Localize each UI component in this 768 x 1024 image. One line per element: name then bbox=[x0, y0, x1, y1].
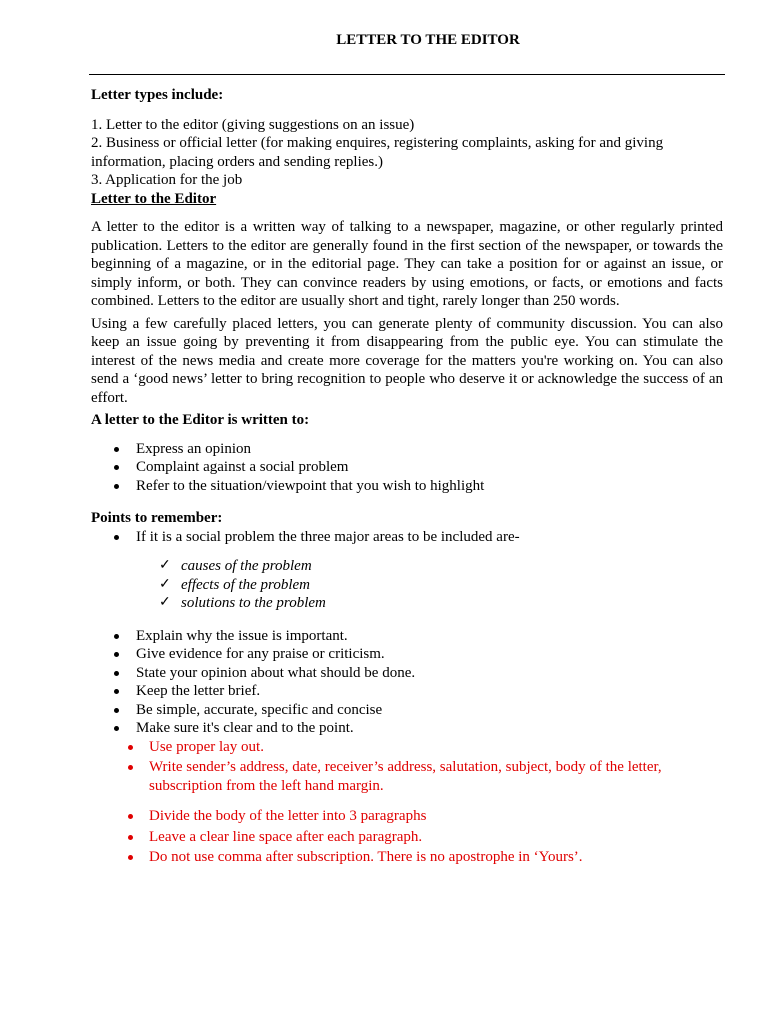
list-item: Divide the body of the letter into 3 paragraphs bbox=[91, 807, 723, 826]
list-item: Give evidence for any praise or criticism. bbox=[91, 645, 723, 664]
list-item: Keep the letter brief. bbox=[91, 682, 723, 701]
list-item: Be simple, accurate, specific and concise bbox=[91, 701, 723, 720]
letter-type-item: 2. Business or official letter (for making enquires, registering complaints, asking for and giving information, placing orders and sending replies.) bbox=[91, 135, 664, 170]
layout-rules-list bbox=[91, 738, 723, 796]
list-item: Use proper lay out. bbox=[91, 738, 723, 757]
points-heading: Points to remember: bbox=[91, 510, 223, 526]
list-item: If it is a social problem the three major areas to be included are- bbox=[91, 528, 723, 547]
page-title: LETTER TO THE EDITOR bbox=[336, 32, 520, 48]
list-item: Do not use comma after subscription. There is no apostrophe in ‘Yours’. bbox=[91, 848, 723, 867]
purpose-list bbox=[91, 440, 723, 496]
letter-type-item: 1. Letter to the editor (giving suggestions on an issue) bbox=[91, 116, 415, 133]
list-item: Leave a clear line space after each paragraph. bbox=[91, 828, 723, 847]
paragraph-rules-list bbox=[91, 807, 723, 867]
list-item: Refer to the situation/viewpoint that you wish to highlight bbox=[91, 477, 723, 496]
usage-paragraph: Using a few carefully placed letters, you can generate plenty of community discussion. You can also keep an issue going by preventing it from disappearing from the public eye. You can stimulate the interest of the news media and create more coverage for the matters you're working on. You can also send a ‘good news’ letter to bring recognition to people who deserve it or acknowledge the success of an effort. bbox=[91, 315, 723, 406]
document-body bbox=[91, 86, 723, 867]
list-item: Complaint against a social problem bbox=[91, 458, 723, 477]
letter-types-heading: Letter types include: bbox=[91, 87, 224, 103]
list-item: State your opinion about what should be done. bbox=[91, 664, 723, 683]
checkmark-icon: ✓ bbox=[159, 595, 171, 610]
check-item: ✓ solutions to the problem bbox=[159, 595, 326, 611]
checkmark-icon: ✓ bbox=[159, 558, 171, 573]
check-item: ✓ causes of the problem bbox=[159, 558, 312, 574]
list-item: Write sender’s address, date, receiver’s address, salutation, subject, body of the letter, subscription from the left hand margin. bbox=[91, 758, 723, 795]
check-item: ✓ effects of the problem bbox=[159, 576, 310, 593]
section-heading: Letter to the Editor bbox=[91, 190, 217, 207]
list-item: Make sure it's clear and to the point. bbox=[91, 719, 723, 738]
title-divider bbox=[89, 74, 725, 75]
list-item: Explain why the issue is important. bbox=[91, 627, 723, 646]
points-intro-list bbox=[91, 528, 723, 547]
list-item: Express an opinion bbox=[91, 440, 723, 459]
intro-paragraph: A letter to the editor is a written way of talking to a newspaper, magazine, or other regularly printed publication. Letters to the editor are generally found in the first section of the newspaper, or towards the beginning of a magazine, or in the editorial page. They can take a position for or against an issue, or simply inform, or both. They can convince readers by using emotions, or facts, or emotions and facts combined. Letters to the editor are usually short and tight, rarely longer than 250 words. bbox=[91, 219, 723, 309]
checkmark-icon: ✓ bbox=[159, 576, 171, 592]
tips-list bbox=[91, 627, 723, 738]
purpose-heading: A letter to the Editor is written to: bbox=[91, 412, 310, 428]
letter-type-item: 3. Application for the job bbox=[91, 172, 243, 188]
check-list bbox=[91, 557, 723, 613]
